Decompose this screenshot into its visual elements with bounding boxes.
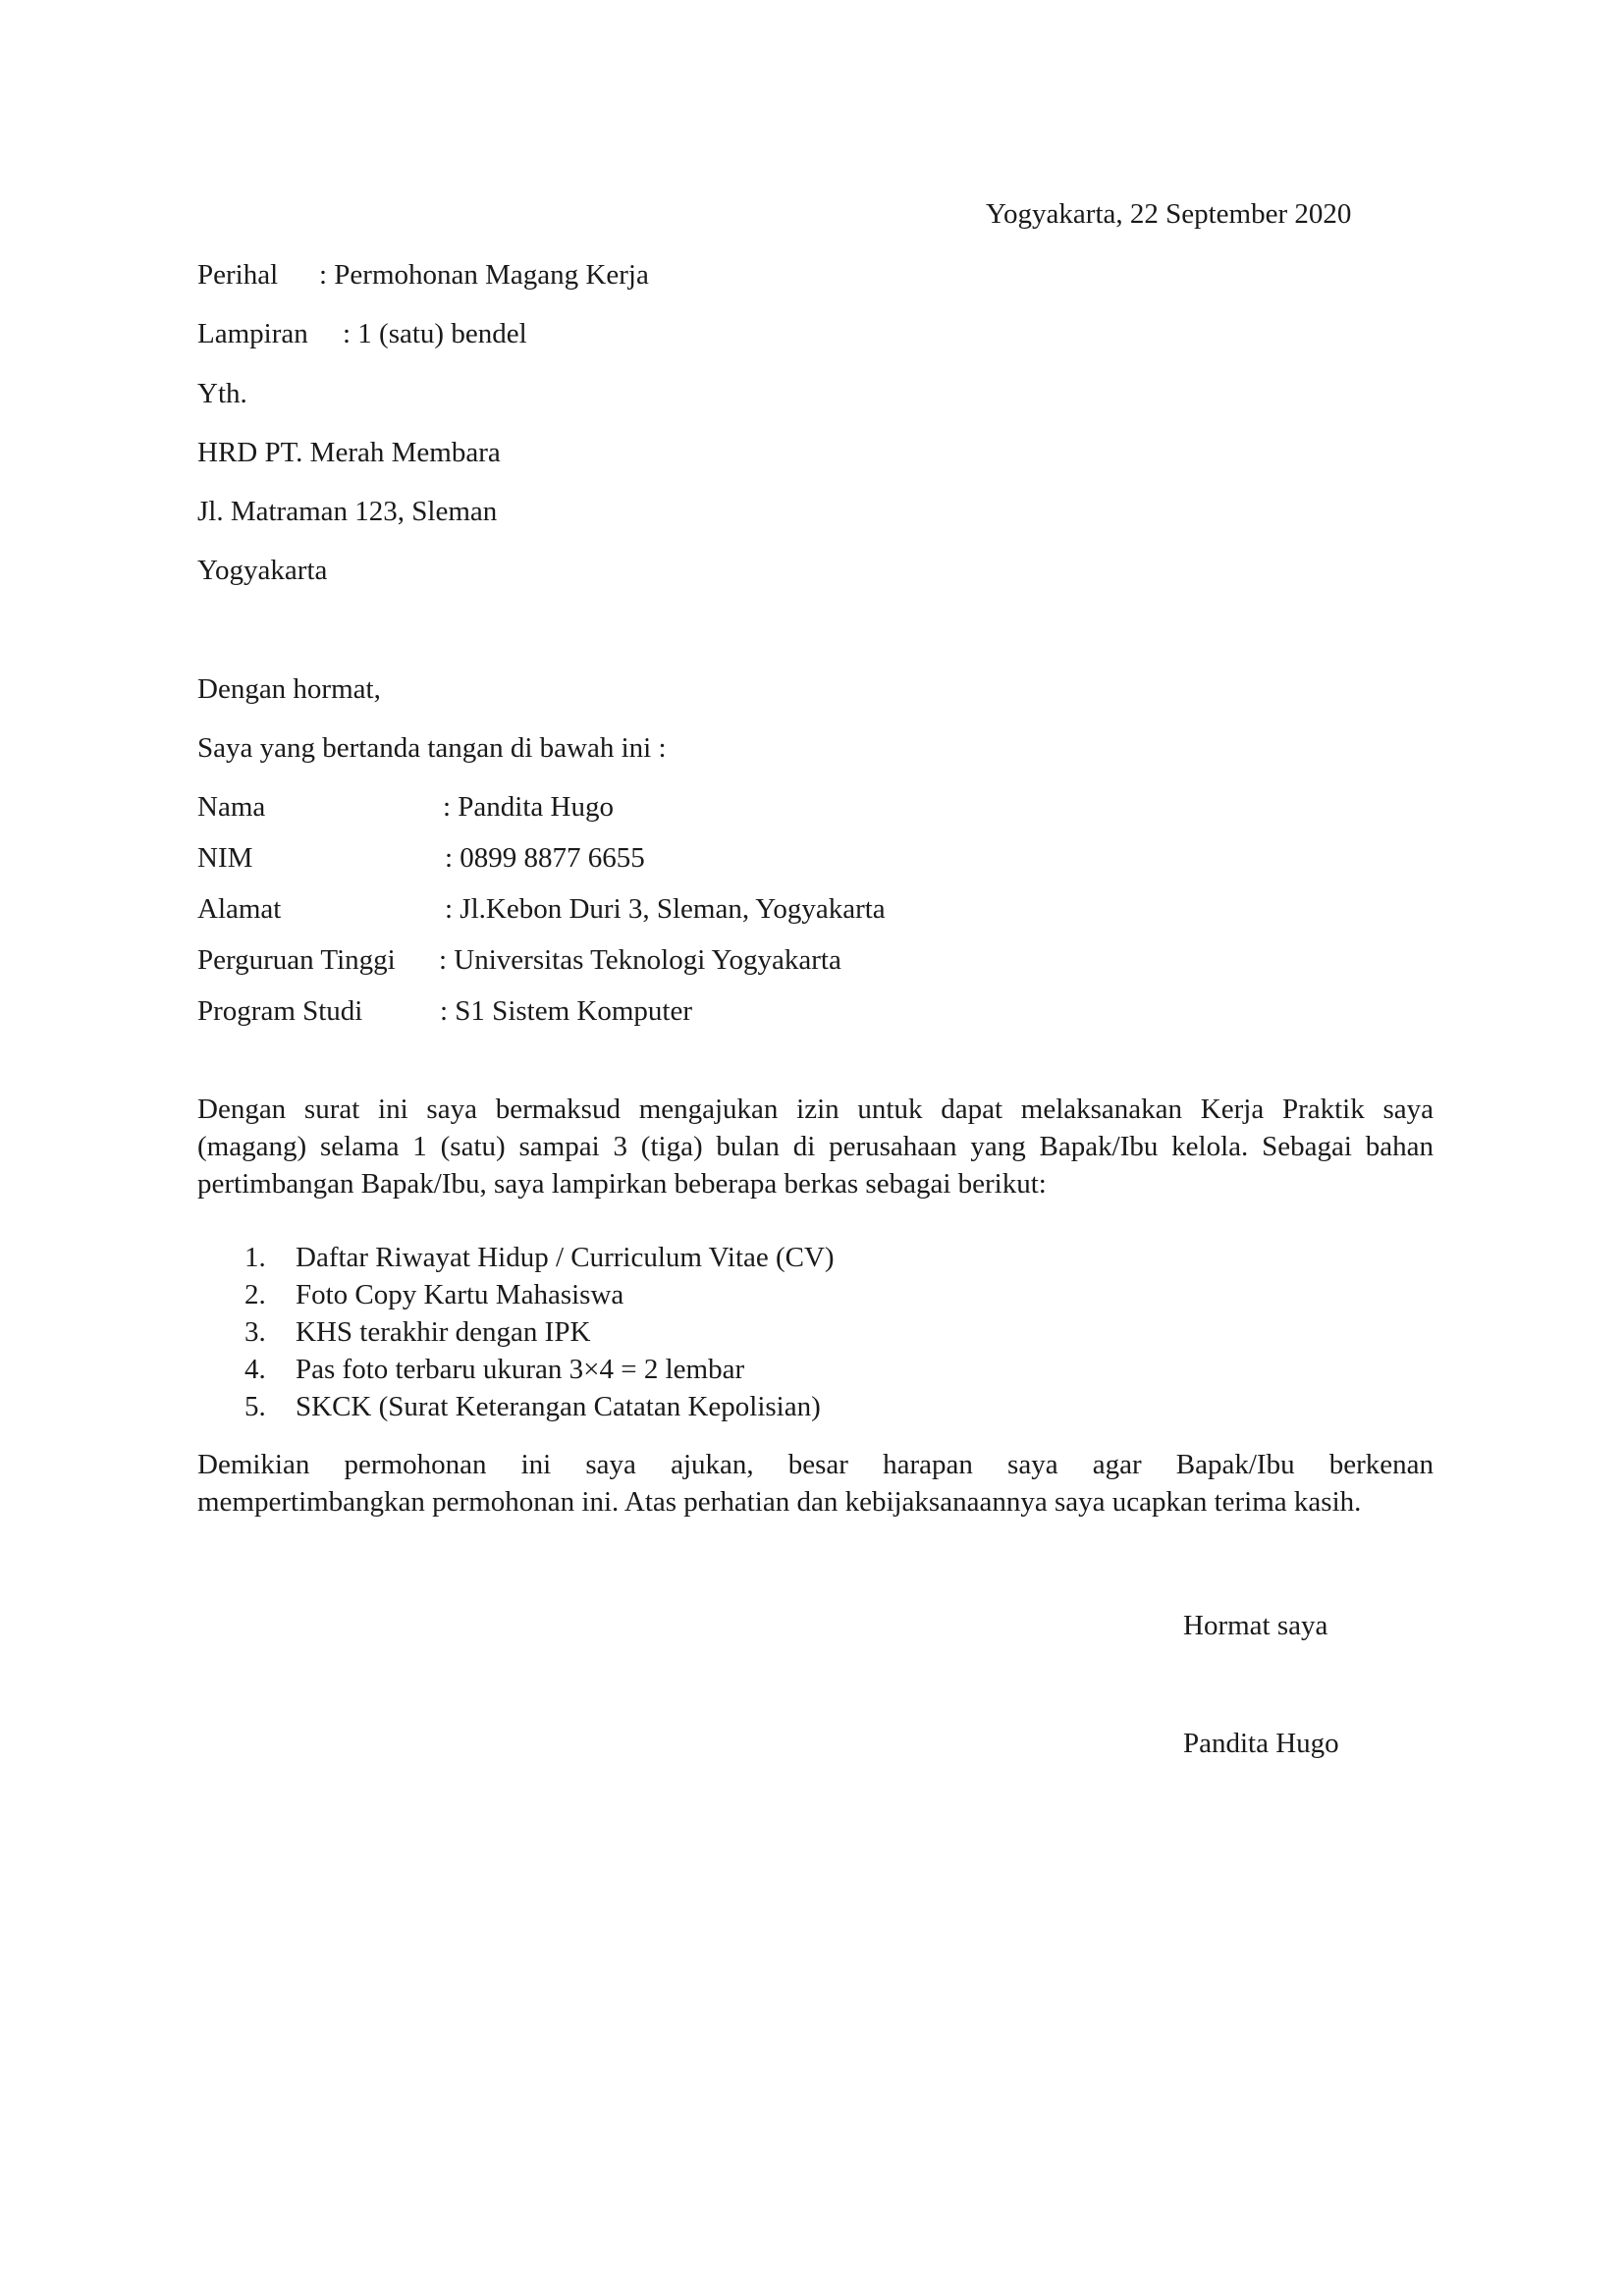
- identity-label-alamat: Alamat: [197, 893, 282, 925]
- recipient-salutation: Yth.: [197, 378, 247, 409]
- identity-value-nama: : Pandita Hugo: [443, 791, 614, 823]
- list-item-number: 2.: [244, 1279, 266, 1310]
- list-item: [197, 1276, 1081, 1313]
- lampiran-label: Lampiran: [197, 318, 308, 349]
- recipient-street: Jl. Matraman 123, Sleman: [197, 496, 498, 527]
- greeting: Dengan hormat,: [197, 673, 381, 705]
- body-paragraph-line: Dengan surat ini saya bermaksud mengajukan izin untuk dapat melaksanakan Kerja Praktik saya: [197, 1094, 1434, 1125]
- place-date: Yogyakarta, 22 September 2020: [986, 198, 1352, 230]
- identity-label-nim: NIM: [197, 842, 253, 874]
- identity-value-program-studi: : S1 Sistem Komputer: [440, 995, 692, 1027]
- intro-sentence: Saya yang bertanda tangan di bawah ini :: [197, 732, 667, 764]
- list-item-number: 4.: [244, 1354, 266, 1385]
- identity-label-perguruan-tinggi: Perguruan Tinggi: [197, 944, 396, 976]
- list-item-text: Foto Copy Kartu Mahasiswa: [296, 1279, 624, 1310]
- body-paragraph: [197, 1091, 1434, 1202]
- identity-value-alamat: : Jl.Kebon Duri 3, Sleman, Yogyakarta: [445, 893, 886, 925]
- closing-paragraph-line: Demikian permohonan ini saya ajukan, besar harapan saya agar Bapak/Ibu berkenan: [197, 1449, 1434, 1480]
- closing-paragraph-line: mempertimbangkan permohonan ini. Atas perhatian dan kebijaksanaannya saya ucapkan terima kasih.: [197, 1486, 1362, 1518]
- identity-label-nama: Nama: [197, 791, 266, 823]
- list-item-text: Daftar Riwayat Hidup / Curriculum Vitae (CV): [296, 1242, 835, 1273]
- list-item-text: KHS terakhir dengan IPK: [296, 1316, 591, 1348]
- list-item: [197, 1388, 1081, 1425]
- recipient-company: HRD PT. Merah Membara: [197, 437, 501, 468]
- closing-salutation: Hormat saya: [1183, 1610, 1328, 1641]
- body-paragraph-line: (magang) selama 1 (satu) sampai 3 (tiga) bulan di perusahaan yang Bapak/Ibu kelola. Sebagai bahan: [197, 1131, 1434, 1162]
- list-item-text: Pas foto terbaru ukuran 3×4 = 2 lembar: [296, 1354, 745, 1385]
- identity-value-nim: : 0899 8877 6655: [445, 842, 645, 874]
- list-item-number: 5.: [244, 1391, 266, 1422]
- perihal-value: : Permohonan Magang Kerja: [319, 259, 649, 291]
- list-item: [197, 1351, 1081, 1388]
- closing-paragraph: [197, 1446, 1434, 1521]
- list-item-number: 1.: [244, 1242, 266, 1273]
- recipient-city: Yogyakarta: [197, 555, 328, 586]
- signer-name: Pandita Hugo: [1183, 1728, 1339, 1759]
- list-item: [197, 1239, 1081, 1276]
- perihal-label: Perihal: [197, 259, 279, 291]
- attachment-list: [197, 1239, 1081, 1425]
- list-item-text: SKCK (Surat Keterangan Catatan Kepolisian): [296, 1391, 821, 1422]
- list-item-number: 3.: [244, 1316, 266, 1348]
- lampiran-value: : 1 (satu) bendel: [343, 318, 527, 349]
- list-item: [197, 1313, 1081, 1351]
- identity-value-perguruan-tinggi: : Universitas Teknologi Yogyakarta: [439, 944, 841, 976]
- body-paragraph-line: pertimbangan Bapak/Ibu, saya lampirkan beberapa berkas sebagai berikut:: [197, 1168, 1047, 1200]
- identity-label-program-studi: Program Studi: [197, 995, 363, 1027]
